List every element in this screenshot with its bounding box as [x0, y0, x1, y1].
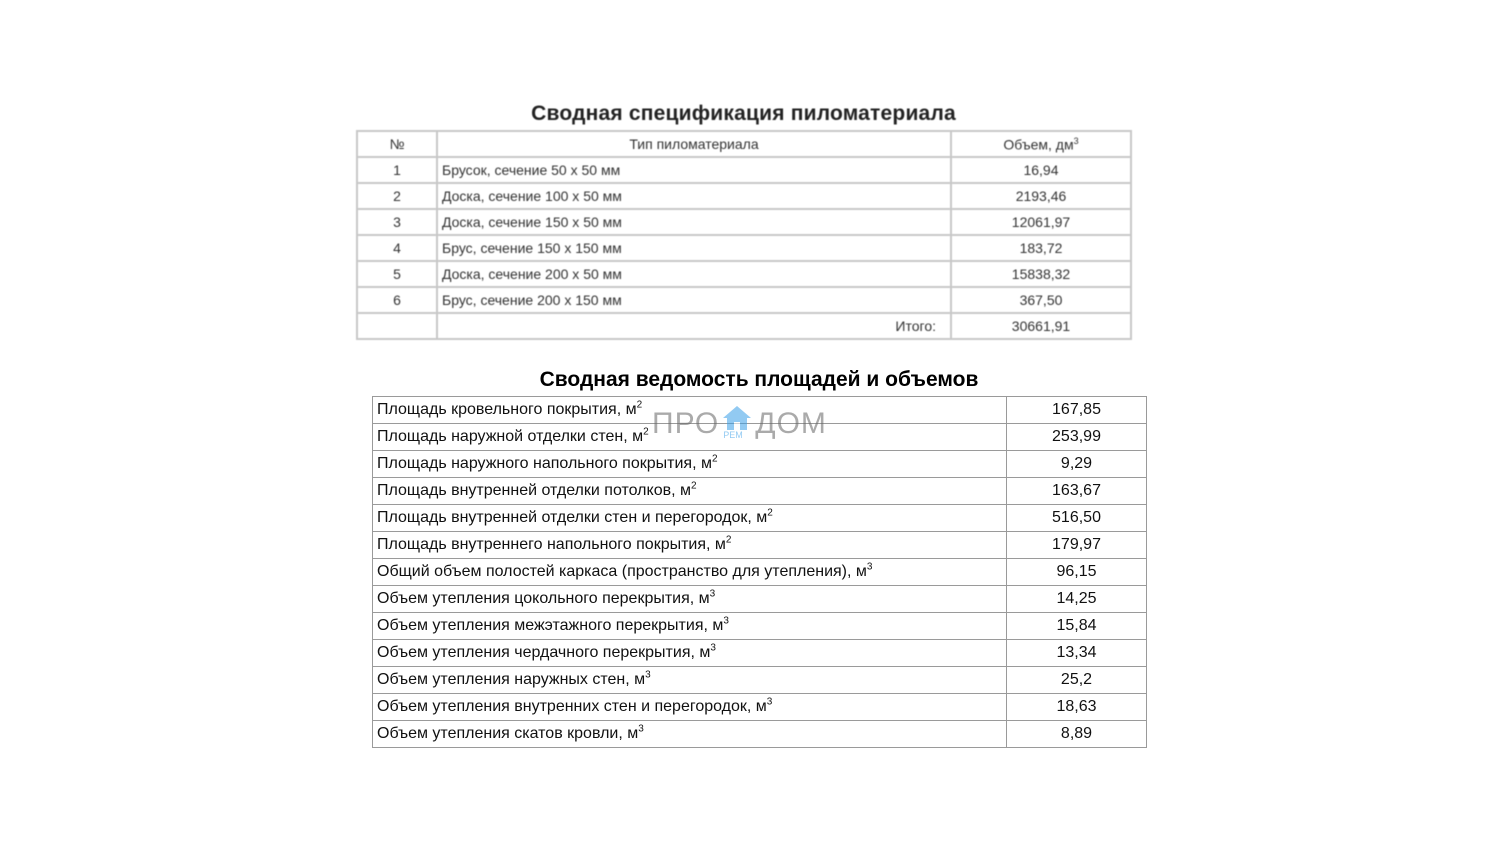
areas-row-label — [373, 586, 1007, 613]
areas-row-label-text: Площадь наружной отделки стен, м — [377, 428, 644, 445]
areas-row-value: 15,84 — [1007, 613, 1147, 640]
spec-row-num: 5 — [357, 261, 437, 287]
areas-row — [373, 532, 1147, 559]
areas-row-label — [373, 532, 1007, 559]
spec-row-num: 4 — [357, 235, 437, 261]
areas-row-label — [373, 694, 1007, 721]
areas-row — [373, 478, 1147, 505]
areas-row — [373, 613, 1147, 640]
areas-row-value: 9,29 — [1007, 451, 1147, 478]
spec-row — [357, 209, 1131, 235]
areas-row — [373, 505, 1147, 532]
areas-row — [373, 586, 1147, 613]
areas-row-label-text: Площадь внутренней отделки стен и перегородок, м — [377, 509, 768, 526]
spec-total-row — [357, 313, 1131, 339]
areas-row-value: 18,63 — [1007, 694, 1147, 721]
spec-row-volume: 12061,97 — [951, 209, 1131, 235]
areas-row-label-text: Общий объем полостей каркаса (пространство для утепления), м — [377, 563, 867, 580]
areas-row-unit-sup: 3 — [766, 696, 773, 708]
areas-row-label — [373, 505, 1007, 532]
areas-row-label — [373, 667, 1007, 694]
areas-row-value: 96,15 — [1007, 559, 1147, 586]
areas-row — [373, 424, 1147, 451]
areas-row-label — [373, 397, 1007, 424]
areas-row — [373, 721, 1147, 748]
spec-header-type: Тип пиломатериала — [437, 131, 951, 157]
spec-header-num: № — [357, 131, 437, 157]
areas-row-value: 253,99 — [1007, 424, 1147, 451]
areas-row-label — [373, 559, 1007, 586]
spec-row-num: 1 — [357, 157, 437, 183]
watermark-left-text: ПРО — [652, 407, 720, 440]
areas-row — [373, 667, 1147, 694]
areas-row-unit-sup: 3 — [723, 615, 729, 627]
spec-header-volume — [951, 131, 1131, 157]
lumber-spec-table — [356, 130, 1132, 340]
spec-row-type: Доска, сечение 100 х 50 мм — [437, 183, 951, 209]
areas-row-unit-sup: 2 — [767, 507, 773, 519]
spec-title: Сводная спецификация пиломатериала — [531, 102, 956, 125]
watermark-sub-text: РЕМ — [723, 430, 743, 440]
areas-row-unit-sup: 3 — [645, 669, 651, 681]
spec-row-num: 2 — [357, 183, 437, 209]
spec-row — [357, 157, 1131, 183]
spec-header-volume-label: Объем, дм — [1003, 136, 1074, 153]
spec-row-volume: 16,94 — [951, 157, 1131, 183]
spec-total-label: Итого: — [437, 313, 951, 339]
spec-row — [357, 261, 1131, 287]
areas-row — [373, 559, 1147, 586]
areas-row — [373, 694, 1147, 721]
areas-row-label-text: Площадь кровельного покрытия, м — [377, 401, 637, 418]
areas-row-label — [373, 478, 1007, 505]
areas-row-unit-sup: 2 — [711, 453, 718, 465]
areas-row-label-text: Объем утепления наружных стен, м — [377, 671, 646, 688]
areas-row-value: 25,2 — [1007, 667, 1147, 694]
areas-row-unit-sup: 3 — [709, 588, 716, 600]
spec-row-volume: 15838,32 — [951, 261, 1131, 287]
watermark-right-text: ДОМ — [755, 407, 827, 440]
spec-row — [357, 235, 1131, 261]
spec-row — [357, 287, 1131, 313]
areas-row — [373, 397, 1147, 424]
areas-row-label — [373, 721, 1007, 748]
spec-row-type: Доска, сечение 150 х 50 мм — [437, 209, 951, 235]
areas-row-label-text: Объем утепления скатов кровли, м — [377, 725, 639, 742]
spec-row-type: Брусок, сечение 50 х 50 мм — [437, 157, 951, 183]
areas-row — [373, 451, 1147, 478]
areas-row-label-text: Объем утепления цокольного перекрытия, м — [377, 590, 710, 607]
areas-row-unit-sup: 3 — [638, 723, 644, 735]
areas-row-label-text: Объем утепления внутренних стен и перегородок, м — [377, 698, 767, 715]
areas-title: Сводная ведомость площадей и объемов — [539, 368, 979, 391]
spec-header-row — [357, 131, 1131, 157]
spec-row-num: 6 — [357, 287, 437, 313]
spec-row-volume: 2193,46 — [951, 183, 1131, 209]
spec-row-volume: 183,72 — [951, 235, 1131, 261]
areas-row-value: 516,50 — [1007, 505, 1147, 532]
areas-row-label-text: Площадь внутреннего напольного покрытия, м — [377, 536, 726, 553]
areas-row-label-text: Площадь наружного напольного покрытия, м — [377, 455, 712, 472]
areas-row-label-text: Площадь внутренней отделки потолков, м — [377, 482, 691, 499]
areas-row-value: 167,85 — [1007, 397, 1147, 424]
areas-row-value: 14,25 — [1007, 586, 1147, 613]
areas-row-label-text: Объем утепления межэтажного перекрытия, м — [377, 617, 724, 634]
areas-row-label — [373, 424, 1007, 451]
areas-row-value: 8,89 — [1007, 721, 1147, 748]
spec-row-num: 3 — [357, 209, 437, 235]
spec-total-value: 30661,91 — [951, 313, 1131, 339]
areas-row-unit-sup: 2 — [725, 534, 732, 546]
areas-row-label-text: Объем утепления чердачного перекрытия, м — [377, 644, 711, 661]
spec-row-type: Брус, сечение 200 х 150 мм — [437, 287, 951, 313]
areas-row-label — [373, 613, 1007, 640]
spec-row-type: Доска, сечение 200 х 50 мм — [437, 261, 951, 287]
areas-row-unit-sup: 2 — [636, 399, 643, 411]
areas-row-unit-sup: 2 — [690, 480, 697, 492]
areas-row — [373, 640, 1147, 667]
areas-row-label — [373, 451, 1007, 478]
spec-row — [357, 183, 1131, 209]
areas-volumes-table — [372, 396, 1147, 748]
areas-row-value: 179,97 — [1007, 532, 1147, 559]
spec-row-volume: 367,50 — [951, 287, 1131, 313]
spec-row-type: Брус, сечение 150 х 150 мм — [437, 235, 951, 261]
areas-row-label — [373, 640, 1007, 667]
areas-row-unit-sup: 3 — [866, 561, 873, 573]
areas-row-unit-sup: 2 — [643, 426, 649, 438]
areas-row-unit-sup: 3 — [710, 642, 716, 654]
spec-total-empty — [357, 313, 437, 339]
areas-row-value: 13,34 — [1007, 640, 1147, 667]
areas-row-value: 163,67 — [1007, 478, 1147, 505]
spec-header-volume-sup: 3 — [1073, 135, 1079, 146]
